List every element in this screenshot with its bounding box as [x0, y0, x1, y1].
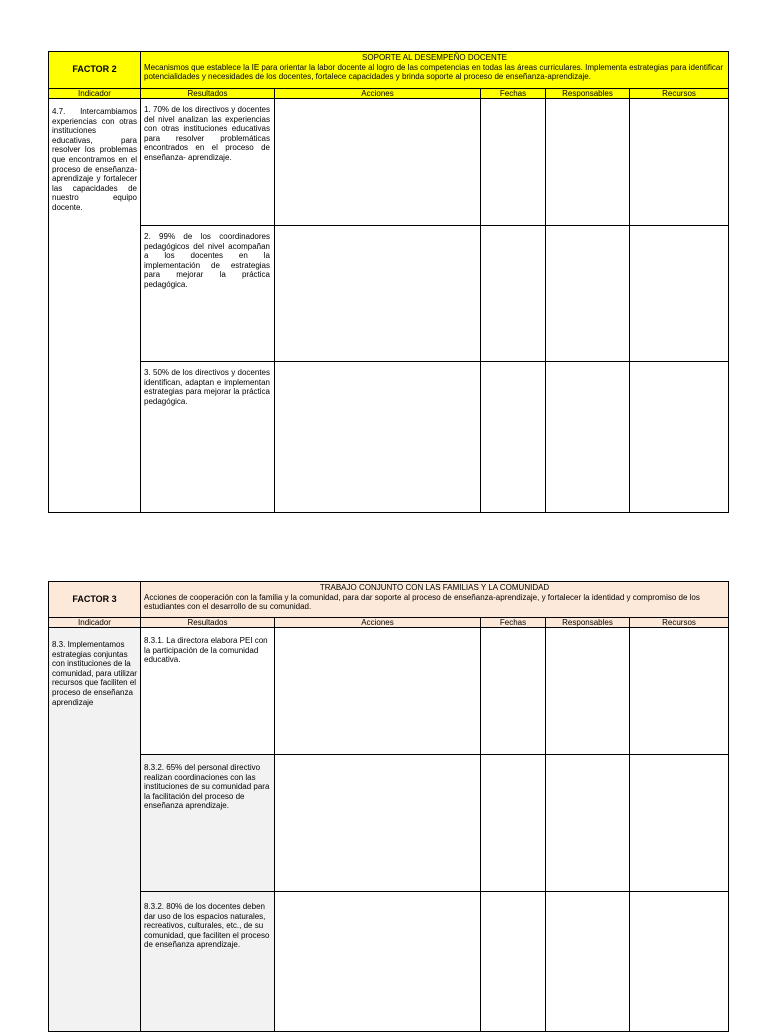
factor3-result-1: 8.3.1. La directora elabora PEI con la participación de la comunidad educativa.	[141, 628, 275, 755]
fechas-cell	[481, 892, 546, 1032]
header-recursos: Recursos	[630, 89, 729, 99]
header-fechas: Fechas	[481, 89, 546, 99]
factor2-result-1: 1. 70% de los directivos y docentes del nivel analizan las experiencias con otras instituciones educativas para resolver problemáticas encontrados en el proceso de enseñanza- aprendizaje.	[141, 99, 275, 226]
fechas-cell	[481, 755, 546, 892]
header-indicador: Indicador	[49, 89, 141, 99]
recursos-cell	[630, 362, 729, 513]
factor3-indicator: 8.3. Implementamos estrategias conjuntas con instituciones de la comunidad, para utilizar recursos que faciliten el proceso de enseñanza aprendizaje	[49, 628, 141, 1032]
factor2-indicator: 4.7. Intercambiamos experiencias con otras instituciones educativas, para resolver los problemas que encontramos en el proceso de enseñanza-aprendizaje y fortalecer las capacidades de nuestro equipo docente.	[49, 99, 141, 513]
responsables-cell	[546, 99, 630, 226]
factor2-title: SOPORTE AL DESEMPEÑO DOCENTE	[362, 53, 507, 62]
responsables-cell	[546, 226, 630, 362]
fechas-cell	[481, 362, 546, 513]
recursos-cell	[630, 892, 729, 1032]
recursos-cell	[630, 755, 729, 892]
header-resultados: Resultados	[141, 618, 275, 628]
factor3-table	[48, 581, 729, 1032]
responsables-cell	[546, 892, 630, 1032]
header-indicador: Indicador	[49, 618, 141, 628]
header-resultados: Resultados	[141, 89, 275, 99]
responsables-cell	[546, 362, 630, 513]
table-row	[49, 226, 729, 362]
factor3-title: TRABAJO CONJUNTO CON LAS FAMILIAS Y LA COMUNIDAD	[319, 583, 550, 592]
responsables-cell	[546, 628, 630, 755]
table-row	[49, 755, 729, 892]
factor2-result-3: 3. 50% de los directivos y docentes identifican, adaptan e implementan estrategias para mejorar la práctica pedagógica.	[141, 362, 275, 513]
acciones-cell	[275, 362, 481, 513]
fechas-cell	[481, 226, 546, 362]
factor2-table	[48, 51, 729, 513]
table-row	[49, 892, 729, 1032]
factor3-result-2: 8.3.2. 65% del personal directivo realizan coordinaciones con las instituciones de su comunidad para la facilitación del proceso de enseñanza aprendizaje.	[141, 755, 275, 892]
fechas-cell	[481, 99, 546, 226]
acciones-cell	[275, 226, 481, 362]
factor3-description-cell	[141, 582, 729, 618]
acciones-cell	[275, 892, 481, 1032]
factor2-label: FACTOR 2	[49, 52, 141, 89]
acciones-cell	[275, 628, 481, 755]
recursos-cell	[630, 628, 729, 755]
header-acciones: Acciones	[275, 89, 481, 99]
factor3-label: FACTOR 3	[49, 582, 141, 618]
recursos-cell	[630, 226, 729, 362]
responsables-cell	[546, 755, 630, 892]
table-row	[49, 628, 729, 755]
header-responsables: Responsables	[546, 89, 630, 99]
factor3-result-3: 8.3.2. 80% de los docentes deben dar uso de los espacios naturales, recreativos, culturales, etc., de su comunidad, que faciliten el proceso de enseñanza aprendizaje.	[141, 892, 275, 1032]
fechas-cell	[481, 628, 546, 755]
factor2-description-cell	[141, 52, 729, 89]
acciones-cell	[275, 755, 481, 892]
header-fechas: Fechas	[481, 618, 546, 628]
recursos-cell	[630, 99, 729, 226]
acciones-cell	[275, 99, 481, 226]
factor2-description: Mecanismos que establece la IE para orientar la labor docente al logro de las competencias en todas las áreas curriculares. Implementa estrategias para identificar potencialidades y necesidades de los docentes, fortalece capacidades y brinda soporte al proceso de enseñanza-aprendizaje.	[144, 62, 723, 81]
header-recursos: Recursos	[630, 618, 729, 628]
header-acciones: Acciones	[275, 618, 481, 628]
factor2-result-2: 2. 99% de los coordinadores pedagógicos del nivel acompañan a los docentes en la implementación de estrategias para mejorar la práctica pedagógica.	[141, 226, 275, 362]
factor3-description: Acciones de cooperación con la familia y la comunidad, para dar soporte al proceso de enseñanza-aprendizaje, y fortalecer la identidad y compromiso de los estudiantes con el desarrollo de su comunidad.	[144, 592, 700, 611]
table-row	[49, 362, 729, 513]
table-row	[49, 99, 729, 226]
header-responsables: Responsables	[546, 618, 630, 628]
